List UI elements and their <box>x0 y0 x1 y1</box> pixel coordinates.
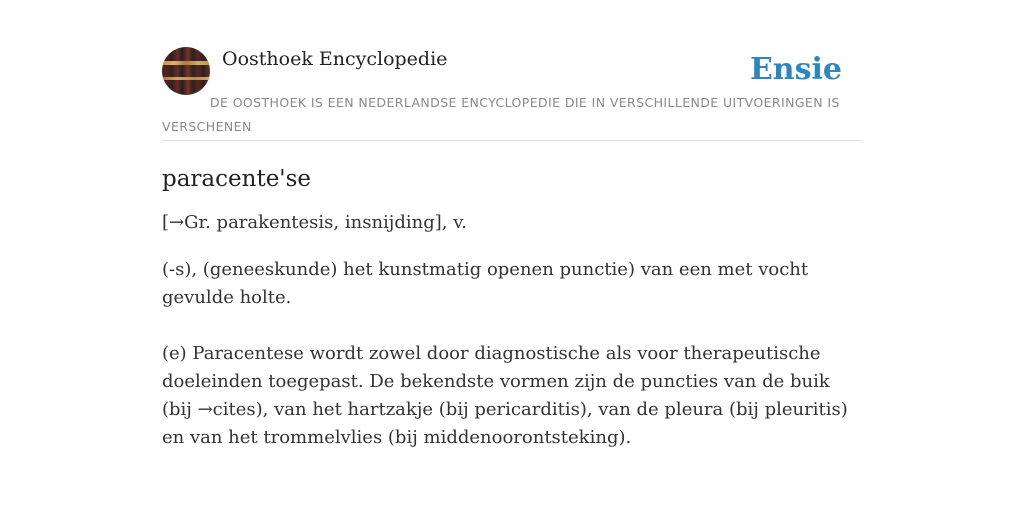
article-content <box>162 141 862 452</box>
site-tagline: DE OOSTHOEK IS EEN NEDERLANDSE ENCYCLOPEDIE DIE IN VERSCHILLENDE UITVOERINGEN IS VERSCHENEN <box>162 95 840 134</box>
explanation-text: (e) Paracentese wordt zowel door diagnostische als voor therapeutische doeleinden toegepast. De bekendste vormen zijn de puncties van de buik (bij →cites), van het hartzakje (bij pericarditis), van de pleura (bij pleuritis) en van het trommelvlies (bij middenoorontsteking). <box>162 343 848 448</box>
etymology-text: [→Gr. parakentesis, insnijding], v. <box>162 212 467 233</box>
site-header <box>162 46 862 141</box>
site-title[interactable]: Oosthoek Encyclopedie <box>222 48 448 70</box>
page-container <box>162 46 862 480</box>
page-title: paracente'se <box>162 166 312 192</box>
brand-logo-link[interactable]: Ensie <box>749 52 842 87</box>
definition-text: (-s), (geneeskunde) het kunstmatig openen punctie) van een met vocht gevulde holte. <box>162 259 809 308</box>
encyclopedia-books-avatar[interactable] <box>162 47 210 95</box>
